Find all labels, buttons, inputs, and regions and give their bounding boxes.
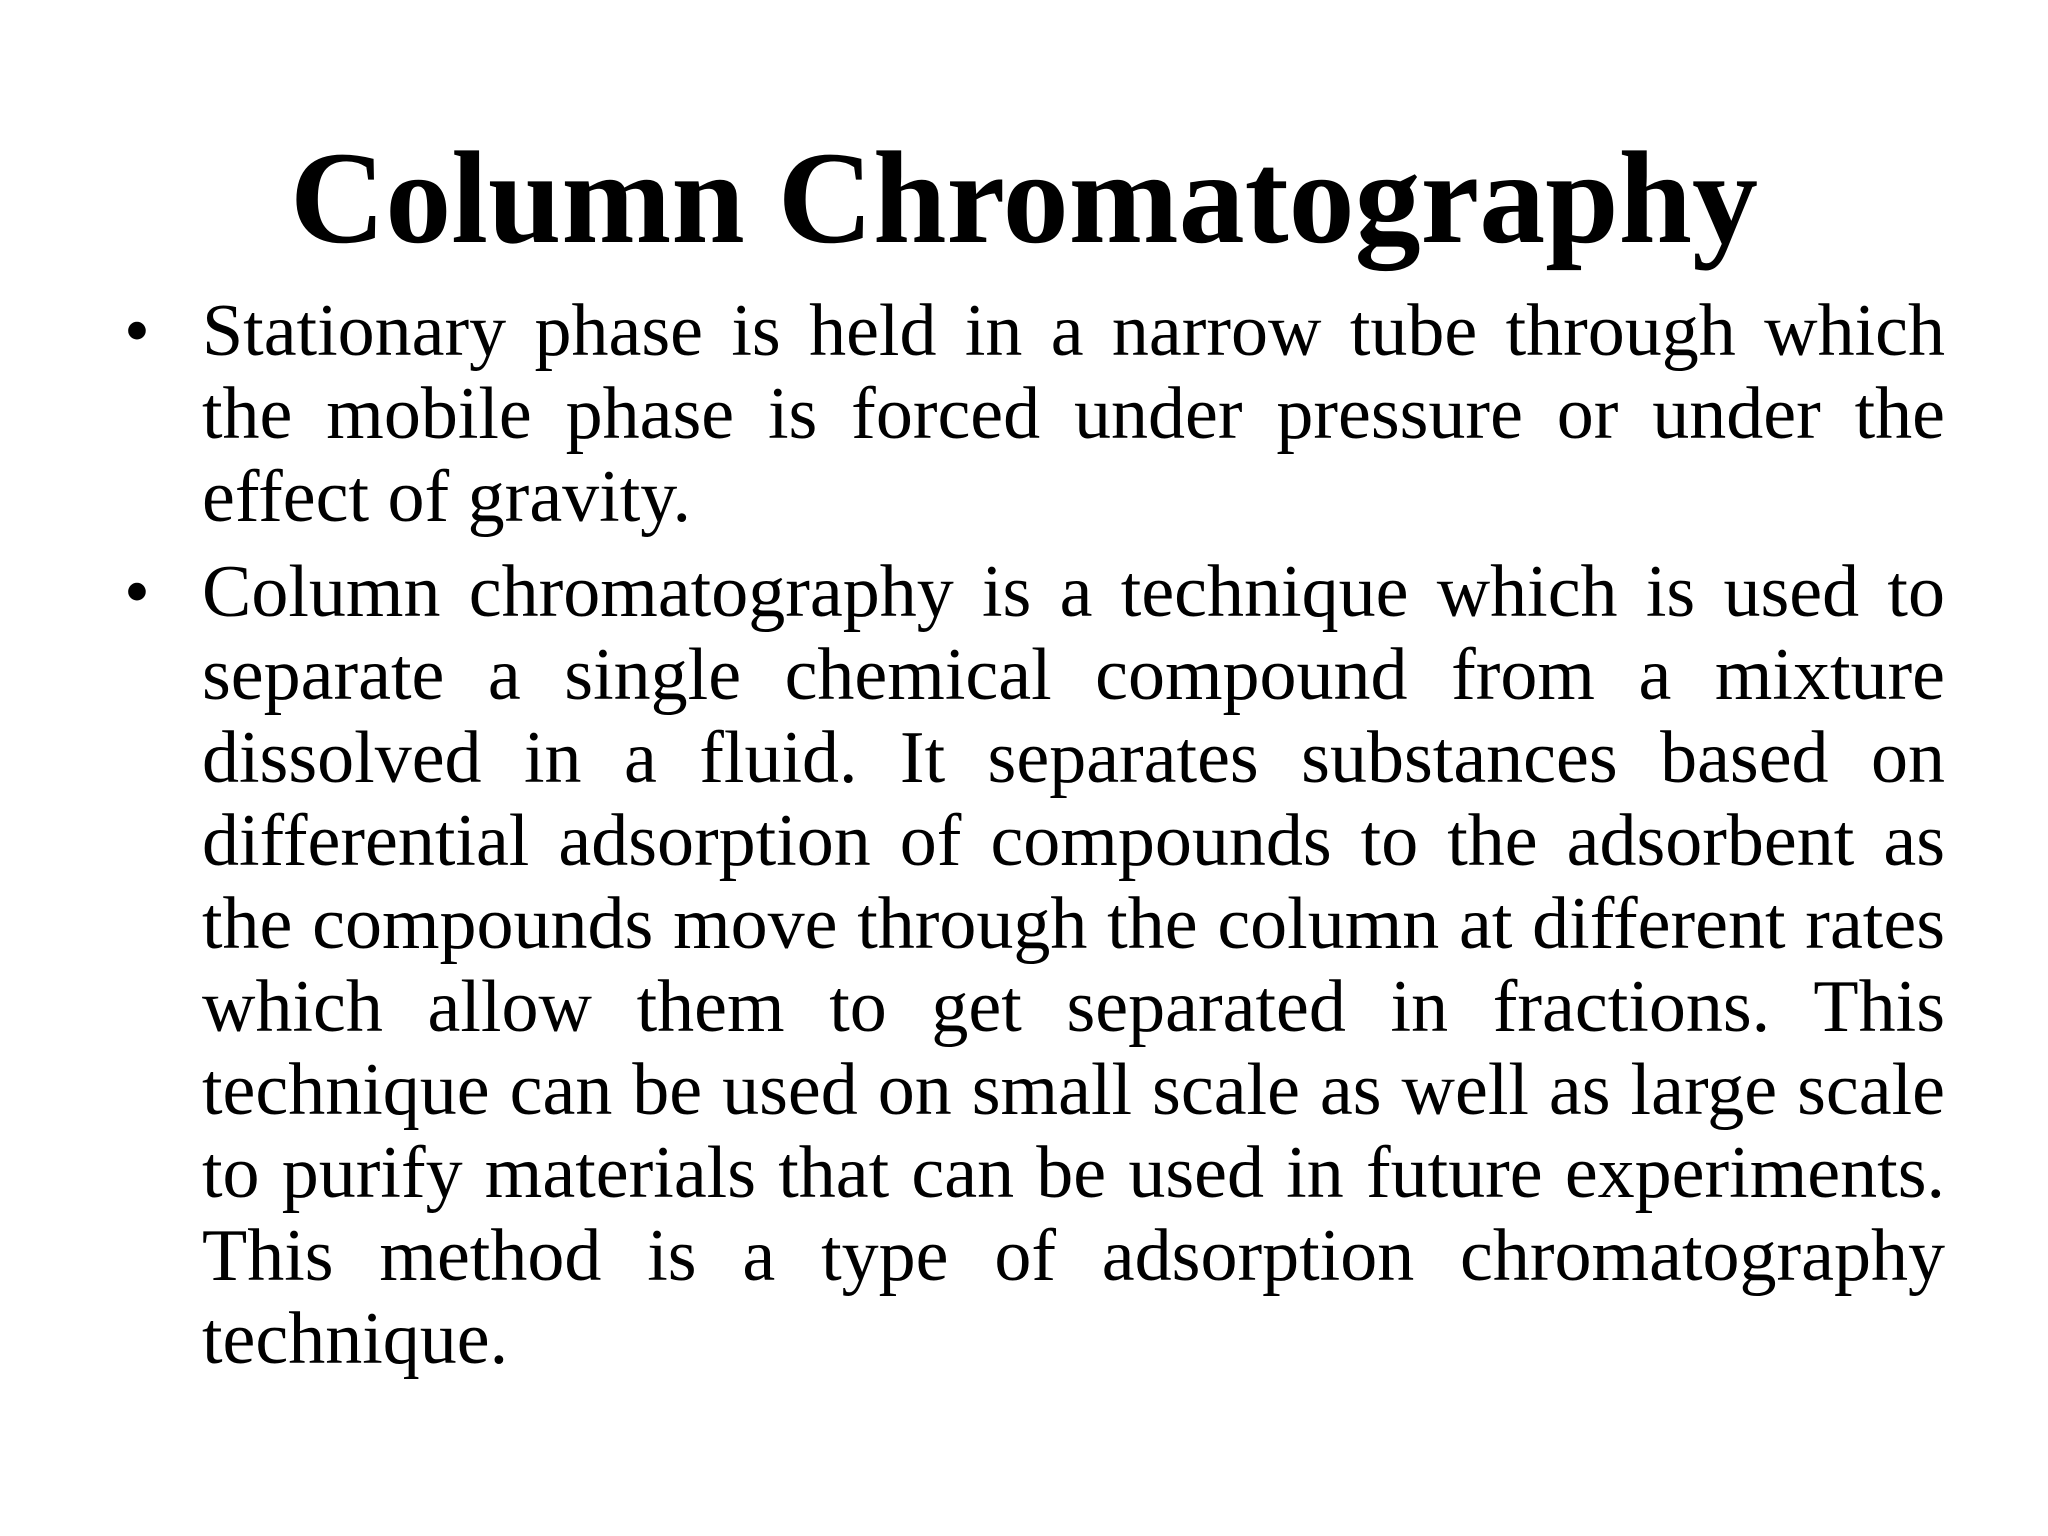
bullet-text: Column chromatography is a technique which is used to separate a single chemical compound from a mixture dissolved in a fluid. It separates substances based on differential adsorption of compounds to the adsorbent as the compounds move through the column at different rates which allow them to get separated in fractions. This technique can be used on small scale as well as large scale to purify materials that can be used in future experiments. This method is a type of adsorption chromatography technique. xyxy=(202,551,1945,1380)
bullet-item-column-chromatography xyxy=(120,551,1945,1381)
bullet-item-stationary-phase xyxy=(120,290,1945,539)
bullet-text: Stationary phase is held in a narrow tube through which the mobile phase is forced under pressure or under the effect of gravity. xyxy=(202,290,1945,538)
bullet-dot-icon: • xyxy=(124,551,150,633)
bullet-dot-icon: • xyxy=(124,290,150,372)
bullet-list xyxy=(120,290,1945,1393)
slide-title: Column Chromatography xyxy=(289,124,1759,271)
